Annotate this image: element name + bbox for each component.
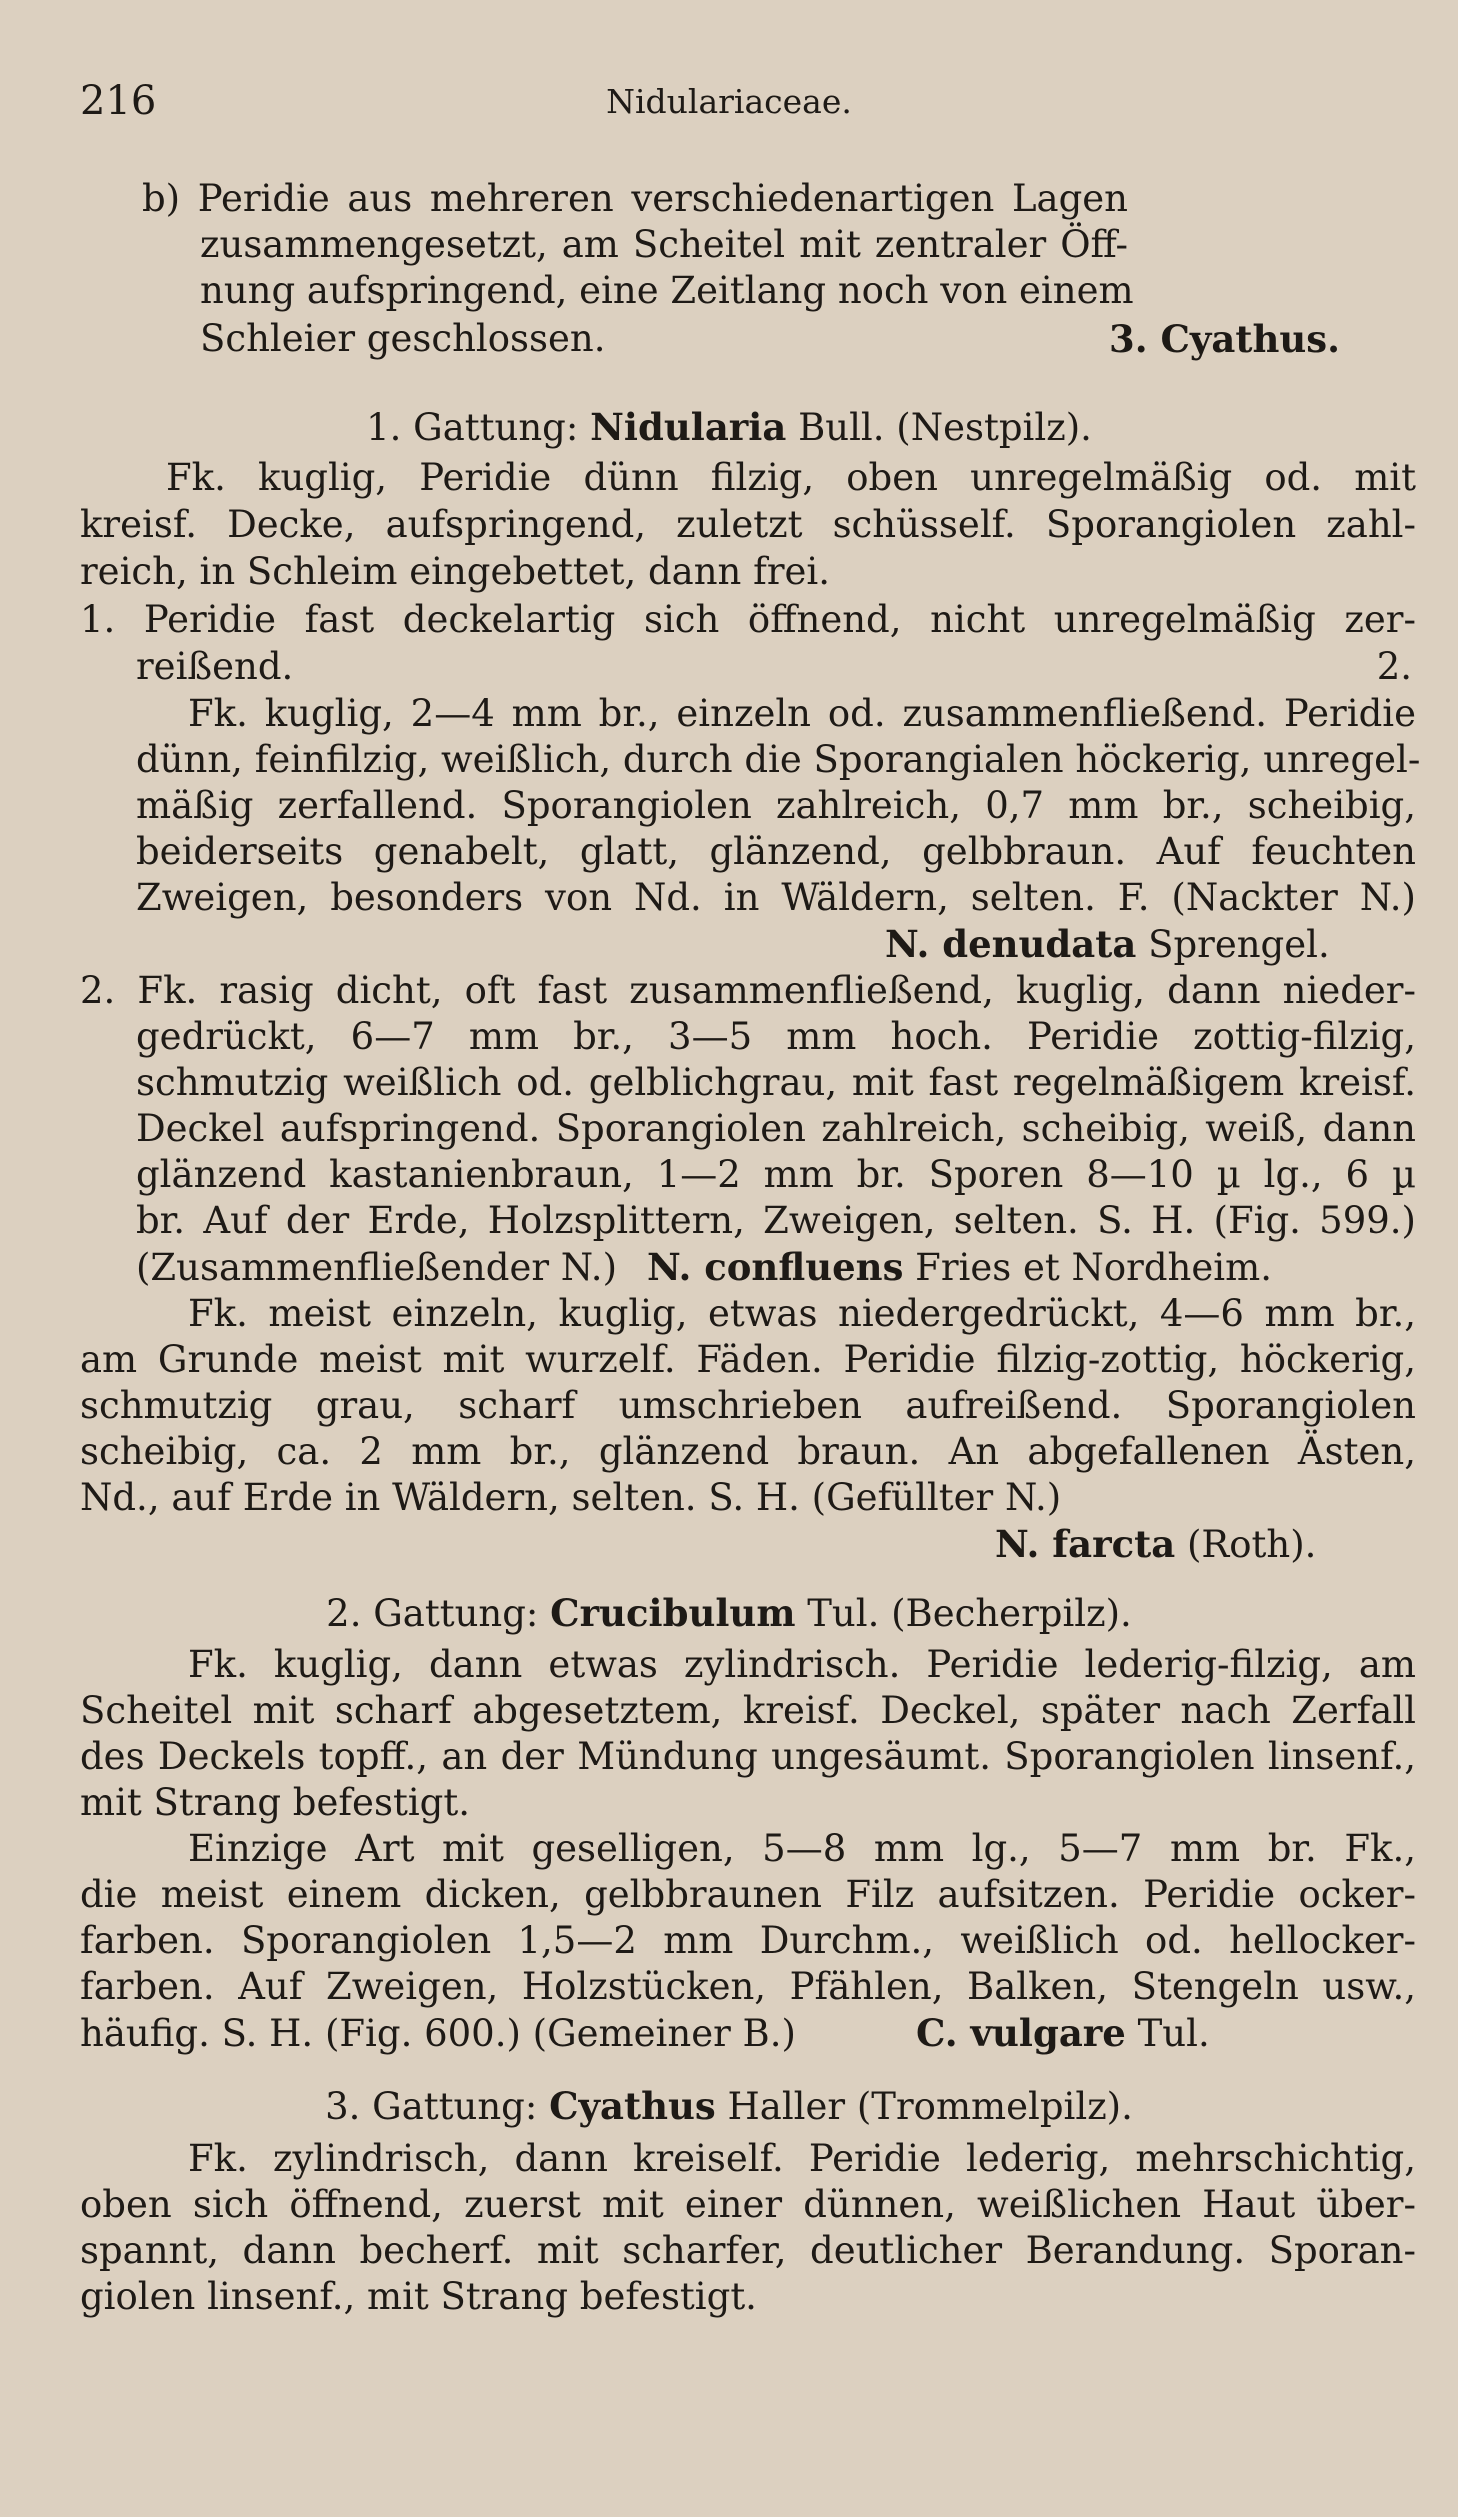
species-line: häufig. S. H. (Fig. 600.) (Gemeiner B.) C. vulgare Tul. — [80, 2011, 1210, 2055]
text-line: Fk. kuglig, dann etwas zylindrisch. Peridie lederig-filzig, am — [188, 1643, 1416, 1686]
text-line: scheibig, ca. 2 mm br., glänzend braun. An abgefallenen Ästen, — [80, 1430, 1416, 1473]
text-line: Scheitel mit scharf abgesetztem, kreisf. Deckel, später nach Zerfall — [80, 1689, 1416, 1732]
text-line: beiderseits genabelt, glatt, glänzend, gelbbraun. Auf feuchten — [136, 830, 1416, 873]
text-line: farben. Sporangiolen 1,5—2 mm Durchm., weißlich od. hellocker- — [80, 1919, 1416, 1962]
text-line: die meist einem dicken, gelbbraunen Filz aufsitzen. Peridie ocker- — [80, 1873, 1416, 1916]
species-name: N. denudata Sprengel. — [885, 922, 1330, 966]
genus-heading: 2. Gattung: Crucibulum Tul. (Becherpilz). — [326, 1591, 1132, 1635]
text-line: am Grunde meist mit wurzelf. Fäden. Peridie filzig-zottig, höckerig, — [80, 1338, 1416, 1381]
text-line: Nd., auf Erde in Wäldern, selten. S. H. (Gefüllter N.) — [80, 1476, 1062, 1519]
text-line: farben. Auf Zweigen, Holzstücken, Pfählen, Balken, Stengeln usw., — [80, 1965, 1416, 2008]
text-line: br. Auf der Erde, Holzsplittern, Zweigen, selten. S. H. (Fig. 599.) — [136, 1199, 1416, 1242]
text-line: gedrückt, 6—7 mm br., 3—5 mm hoch. Peridie zottig-filzig, — [136, 1015, 1416, 1058]
page-number: 216 — [80, 78, 157, 124]
running-title: Nidulariaceae. — [606, 82, 852, 121]
text-line: schmutzig weißlich od. gelblichgrau, mit fast regelmäßigem kreisf. — [136, 1061, 1416, 1104]
text-line: glänzend kastanienbraun, 1—2 mm br. Sporen 8—10 µ lg., 6 µ — [136, 1153, 1416, 1196]
text-line: Schleier geschlossen. — [200, 317, 606, 360]
text-line: mäßig zerfallend. Sporangiolen zahlreich, 0,7 mm br., scheibig, — [136, 784, 1416, 827]
text-line: Deckel aufspringend. Sporangiolen zahlreich, scheibig, weiß, dann — [136, 1107, 1416, 1150]
text-line: nung aufspringend, eine Zeitlang noch von einem — [200, 269, 1134, 312]
text-line: giolen linsenf., mit Strang befestigt. — [80, 2275, 757, 2318]
text-line: schmutzig grau, scharf umschrieben aufreißend. Sporangiolen — [80, 1384, 1416, 1427]
text-line: Fk. kuglig, Peridie dünn filzig, oben unregelmäßig od. mit — [166, 456, 1416, 499]
text-line: zusammengesetzt, am Scheitel mit zentraler Öff- — [200, 223, 1128, 266]
key-line: 1. Peridie fast deckelartig sich öffnend, nicht unregelmäßig zer- — [80, 598, 1416, 641]
species-name: N. farcta (Roth). — [995, 1522, 1317, 1566]
text-line: Fk. zylindrisch, dann kreiself. Peridie lederig, mehrschichtig, — [188, 2137, 1416, 2180]
species-line: (Zusammenfließender N.) N. confluens Fries et Nordheim. — [136, 1245, 1272, 1289]
text-line: Einzige Art mit geselligen, 5—8 mm lg., 5—7 mm br. Fk., — [188, 1827, 1416, 1870]
text-line: spannt, dann becherf. mit scharfer, deutlicher Berandung. Sporan- — [80, 2229, 1416, 2272]
text-line: Fk. kuglig, 2—4 mm br., einzeln od. zusammenfließend. Peridie — [188, 692, 1416, 735]
key-line: reißend. — [136, 645, 294, 688]
text-line: dünn, feinfilzig, weißlich, durch die Sporangialen höckerig, unregel- — [136, 738, 1421, 781]
text-line: mit Strang befestigt. — [80, 1781, 470, 1824]
text-line: reich, in Schleim eingebettet, dann frei. — [80, 550, 831, 593]
text-line: kreisf. Decke, aufspringend, zuletzt schüsself. Sporangiolen zahl- — [80, 503, 1416, 546]
text-line: b) Peridie aus mehreren verschiedenartigen Lagen — [142, 177, 1128, 220]
key-line: 2. Fk. rasig dicht, oft fast zusammenfließend, kuglig, dann nieder- — [80, 969, 1416, 1012]
key-reference: 2. — [1376, 645, 1412, 688]
genus-heading: 1. Gattung: Nidularia Bull. (Nestpilz). — [366, 405, 1092, 449]
genus-reference: 3. Cyathus. — [1108, 317, 1340, 361]
genus-heading: 3. Gattung: Cyathus Haller (Trommelpilz). — [325, 2084, 1133, 2128]
text-line: Zweigen, besonders von Nd. in Wäldern, selten. F. (Nackter N.) — [136, 876, 1416, 919]
text-line: oben sich öffnend, zuerst mit einer dünnen, weißlichen Haut über- — [80, 2183, 1416, 2226]
text-line: Fk. meist einzeln, kuglig, etwas niedergedrückt, 4—6 mm br., — [188, 1292, 1416, 1335]
text-line: des Deckels topff., an der Mündung ungesäumt. Sporangiolen linsenf., — [80, 1735, 1416, 1778]
